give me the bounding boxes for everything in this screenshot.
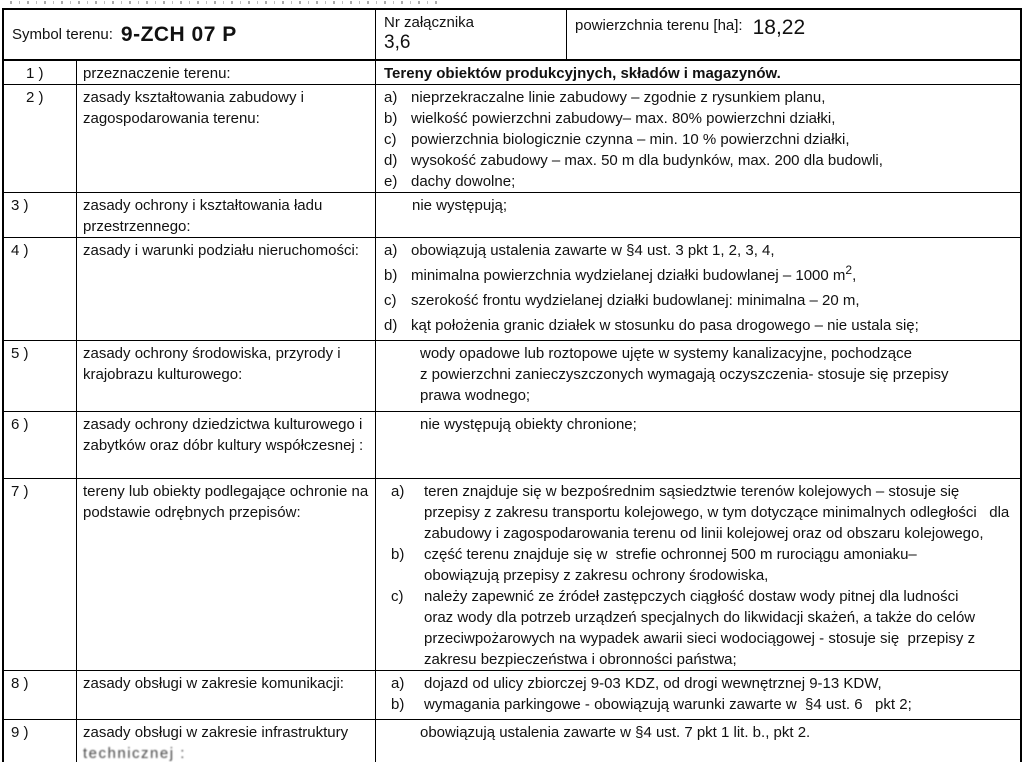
row-content [376,671,1020,719]
row-label-line: zasady ochrony dziedzictwa kulturowego i [83,416,363,433]
row-label-line: zasady ochrony i kształtowania ładu [83,197,323,214]
content-line: dojazd od ulicy zbiorczej 9-03 KDZ, od drogi wewnętrznej 9-13 KDW, [424,675,882,692]
list-item [376,171,1018,192]
content-line: obowiązują ustalenia zawarte w §4 ust. 7 pkt 1 lit. b., pkt 2. [420,724,811,741]
table-row [4,671,1020,720]
list-item [376,673,1018,694]
row-label-line: zasady i warunki podziału nieruchomości: [83,242,359,259]
list-item [376,150,1018,171]
content-line: Tereny obiektów produkcyjnych, składów i magazynów. [384,65,781,82]
table-row [4,61,1020,85]
list-item [376,315,1018,336]
content-line: prawa wodnego; [420,387,531,404]
content-text: , [852,267,857,284]
row-content [376,720,1020,762]
attachment-value: 3,6 [384,32,411,53]
list-item-text [411,240,1018,261]
row-content [376,85,1020,192]
row-label-line: podstawie odrębnych przepisów: [83,504,301,521]
plain-text [376,195,1018,216]
content-line: obowiązują przepisy z zakresu ochrony środowiska, [424,567,769,584]
list-item [376,265,1018,286]
list-item [376,87,1018,108]
list-item-text [411,290,1018,311]
content-line: powierzchnia biologicznie czynna – min. 10 % powierzchni działki, [411,131,850,148]
list-item [376,544,1018,586]
list-item [376,481,1018,544]
row-label [77,720,376,762]
content-line: wody opadowe lub roztopowe ujęte w systemy kanalizacyjne, pochodzące [420,345,912,362]
table-row [4,85,1020,193]
content-line [411,265,1018,286]
row-number: 5 ) [4,341,77,411]
list-item-text [411,129,1018,150]
plain-text [376,343,1018,406]
list-item [376,586,1018,670]
list-item [376,108,1018,129]
content-line: nie występują; [412,197,508,214]
content-line: przepisy z zakresu transportu kolejowego, w tym dotyczące minimalnych odległości dla [424,504,1010,521]
table-row [4,238,1020,341]
row-label-line: technicznej : [83,745,186,762]
row-number: 6 ) [4,412,77,478]
list-marker: b) [391,696,405,713]
area-cell [567,10,1020,59]
row-label [77,238,376,340]
row-label [77,671,376,719]
list-marker: c) [384,131,397,148]
plain-text [376,722,1018,743]
row-label [77,85,376,192]
row-number: 8 ) [4,671,77,719]
content-line: oraz wody dla potrzeb urządzeń specjalnych do likwidacji skażeń, a także do celów [424,609,976,626]
row-number: 4 ) [4,238,77,340]
row-content [376,341,1020,411]
row-content [376,193,1020,237]
row-content [376,61,1020,84]
content-line: wysokość zabudowy – max. 50 m dla budynków, max. 200 dla budowli, [411,152,883,169]
row-number: 7 ) [4,479,77,670]
row-content [376,412,1020,478]
content-line: z powierzchni zanieczyszczonych wymagają oczyszczenia- stosuje się przepisy [420,366,949,383]
table-header-row [4,10,1020,61]
content-line: dachy dowolne; [411,173,516,190]
content-line: wymagania parkingowe - obowiązują warunki zawarte w §4 ust. 6 pkt 2; [424,696,912,713]
content-text: minimalna powierzchnia wydzielanej działki budowlanej – 1000 m [411,267,846,284]
row-label-line: zabytków oraz dóbr kultury współczesnej : [83,437,364,454]
row-label-line: zagospodarowania terenu: [83,110,260,127]
rows-container [4,61,1020,762]
row-number: 1 ) [4,61,77,84]
content-line: przeciwpożarowych na wypadek awarii sieci wodociągowej - stosuje się przepisy z [424,630,976,647]
list-marker: a) [391,483,405,500]
row-content [376,238,1020,340]
row-content [376,479,1020,670]
attachment-cell [376,10,567,59]
symbol-value: 9-ZCH 07 P [120,22,237,46]
content-line: część terenu znajduje się w strefie ochronnej 500 m rurociągu amoniaku– [424,546,917,563]
list-item-text [424,544,1018,586]
list-marker: a) [384,242,398,259]
row-number: 3 ) [4,193,77,237]
list-marker: b) [384,110,398,127]
superscript: 2 [845,263,853,277]
content-line: nie występują obiekty chronione; [420,416,637,433]
area-label: powierzchnia terenu [ha]: [575,17,743,34]
row-label-line: zasady kształtowania zabudowy i [83,89,304,106]
list-item-text [411,265,1018,286]
table-row [4,193,1020,238]
list-item-text [411,150,1018,171]
list-marker: d) [384,317,398,334]
content-line: należy zapewnić ze źródeł zastępczych ciągłość dostaw wody pitnej dla ludności [424,588,959,605]
table-row [4,479,1020,671]
list-item [376,694,1018,715]
attachment-label: Nr załącznika [384,14,475,31]
content-line: zakresu bezpieczeństwa i obronności państwa; [424,651,737,668]
row-label [77,193,376,237]
row-number: 9 ) [4,720,77,762]
row-label-line: krajobrazu kulturowego: [83,366,243,383]
list-marker: e) [384,173,398,190]
row-label [77,412,376,478]
symbol-cell [4,10,376,59]
zoning-table [2,8,1022,762]
list-item [376,129,1018,150]
row-label [77,479,376,670]
content-line: wielkość powierzchni zabudowy– max. 80% powierzchni działki, [411,110,836,127]
row-label-line: przeznaczenie terenu: [83,65,231,82]
content-line: teren znajduje się w bezpośrednim sąsiedztwie terenów kolejowych – stosuje się [424,483,960,500]
list-item-text [424,481,1018,544]
list-marker: c) [384,292,397,309]
table-row [4,412,1020,479]
list-item [376,240,1018,261]
content-line: zabudowy i zagospodarowania terenu od linii kolejowej oraz od obszaru kolejowego, [424,525,984,542]
list-marker: a) [391,675,405,692]
row-number: 2 ) [4,85,77,192]
plain-text [376,63,1018,84]
row-label-line: przestrzennego: [83,218,191,235]
list-marker: c) [391,588,404,605]
list-marker: d) [384,152,398,169]
list-marker: a) [384,89,398,106]
row-label [77,61,376,84]
row-label-line: zasady ochrony środowiska, przyrody i [83,345,341,362]
table-row [4,341,1020,412]
list-item-text [411,315,1018,336]
content-line: nieprzekraczalne linie zabudowy – zgodnie z rysunkiem planu, [411,89,826,106]
list-marker: b) [391,546,405,563]
list-item-text [411,87,1018,108]
list-item-text [424,586,1018,670]
area-value: 18,22 [752,16,806,39]
list-item-text [411,171,1018,192]
plain-text [376,414,1018,435]
symbol-label: Symbol terenu: [12,26,113,43]
row-label-line: zasady obsługi w zakresie komunikacji: [83,675,344,692]
list-item [376,290,1018,311]
list-item-text [424,673,1018,694]
content-line: szerokość frontu wydzielanej działki budowlanej: minimalna – 20 m, [411,292,860,309]
content-line: kąt położenia granic działek w stosunku do pasa drogowego – nie ustala się; [411,317,919,334]
row-label [77,341,376,411]
table-row [4,720,1020,762]
row-label-line: tereny lub obiekty podlegające ochronie na [83,483,369,500]
content-line: obowiązują ustalenia zawarte w §4 ust. 3 pkt 1, 2, 3, 4, [411,242,775,259]
list-item-text [424,694,1018,715]
list-item-text [411,108,1018,129]
cut-off-text-remnant [10,1,440,4]
list-marker: b) [384,267,398,284]
row-label-line: zasady obsługi w zakresie infrastruktury [83,724,349,741]
